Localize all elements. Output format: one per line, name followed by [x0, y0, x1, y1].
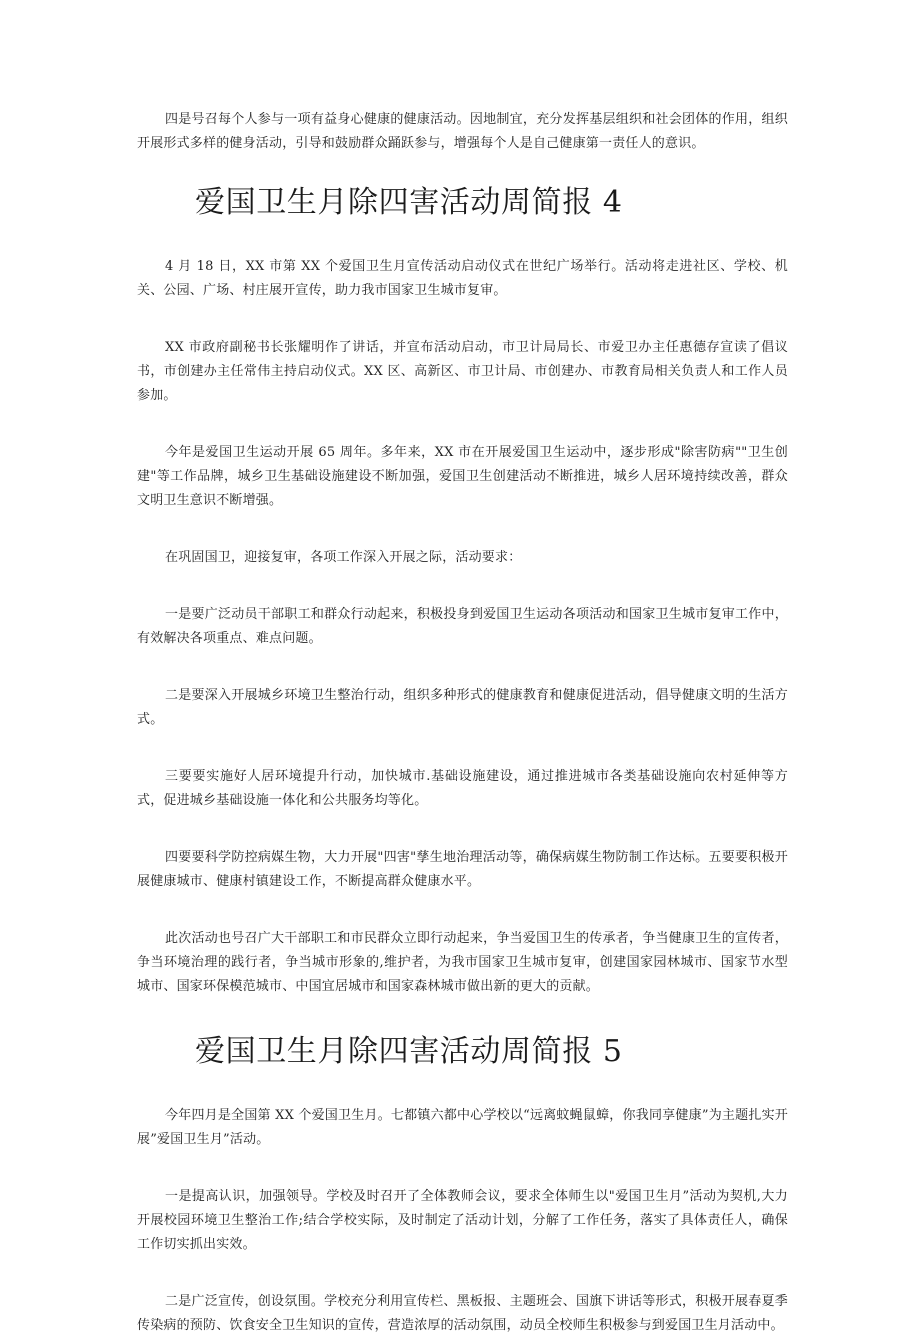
section-4-paragraph-5: 一是要广泛动员干部职工和群众行动起来，积极投身到爱国卫生运动各项活动和国家卫生城市复审工作中，有效解决各项重点、难点问题。	[137, 607, 788, 646]
section-4-paragraph-9: 此次活动也号召广大干部职工和市民群众立即行动起来，争当爱国卫生的传承者，争当健康卫生的宣传者，争当环境治理的践行者，争当城市形象的,维护者，为我市国家卫生城市复审，创建国家园林城市、国家节水型城市、国家环保模范城市、中国宜居城市和国家森林城市做出新的更大的贡献。	[137, 931, 788, 994]
intro-paragraph: 四是号召每个人参与一项有益身心健康的健康活动。因地制宜，充分发挥基层组织和社会团体的作用，组织开展形式多样的健身活动，引导和鼓励群众踊跃参与，增强每个人是自己健康第一责任人的意识。	[137, 112, 788, 151]
section-4-paragraph-4: 在巩固国卫，迎接复审，各项工作深入开展之际，活动要求：	[165, 550, 522, 565]
section-5-paragraph-1: 今年四月是全国第 XX 个爱国卫生月。七都镇六都中心学校以“远离蚊蝇鼠蟑，你我同享健康”为主题扎实开展”爱国卫生月”活动。	[137, 1108, 788, 1147]
section-4-paragraph-7: 三要要实施好人居环境提升行动，加快城市.基础设施建设，通过推进城市各类基础设施向农村延伸等方式，促进城乡基础设施一体化和公共服务均等化。	[137, 769, 788, 808]
section-5-paragraph-3: 二是广泛宣传，创设氛围。学校充分利用宣传栏、黑板报、主题班会、国旗下讲话等形式，积极开展春夏季传染病的预防、饮食安全卫生知识的宣传，营造浓厚的活动氛围，动员全校师生积极参与到爱国卫生月活动中。	[137, 1294, 788, 1333]
section-4-paragraph-2: XX 市政府副秘书长张耀明作了讲话，并宣布活动启动，市卫计局局长、市爱卫办主任惠德存宣读了倡议书，市创建办主任常伟主持启动仪式。XX 区、高新区、市卫计局、市创建办、市教育局相关负责人和工作人员参加。	[137, 340, 788, 403]
section-4-paragraph-1: 4 月 18 日，XX 市第 XX 个爱国卫生月宣传活动启动仪式在世纪广场举行。活动将走进社区、学校、机关、公园、广场、村庄展开宣传，助力我市国家卫生城市复审。	[137, 259, 788, 298]
section-4-title: 爱国卫生月除四害活动周简报 4	[195, 185, 623, 220]
section-5-paragraph-2: 一是提高认识，加强领导。学校及时召开了全体教师会议，要求全体师生以"爱国卫生月”活动为契机,大力开展校园环境卫生整治工作;结合学校实际，及时制定了活动计划，分解了工作任务，落实了具体责任人，确保工作切实抓出实效。	[137, 1189, 788, 1252]
section-5-title: 爱国卫生月除四害活动周简报 5	[195, 1034, 623, 1069]
section-4-paragraph-6: 二是要深入开展城乡环境卫生整治行动，组织多种形式的健康教育和健康促进活动，倡导健康文明的生活方式。	[137, 688, 788, 727]
section-4-paragraph-3: 今年是爱国卫生运动开展 65 周年。多年来，XX 市在开展爱国卫生运动中，逐步形成"除害防病""卫生创建"等工作品牌，城乡卫生基础设施建设不断加强，爱国卫生创建活动不断推进，城乡人居环境持续改善，群众文明卫生意识不断增强。	[137, 445, 788, 508]
section-4-paragraph-8: 四要要科学防控病媒生物，大力开展"四害"孳生地治理活动等，确保病媒生物防制工作达标。五要要积极开展健康城市、健康村镇建设工作，不断提高群众健康水平。	[137, 850, 788, 889]
